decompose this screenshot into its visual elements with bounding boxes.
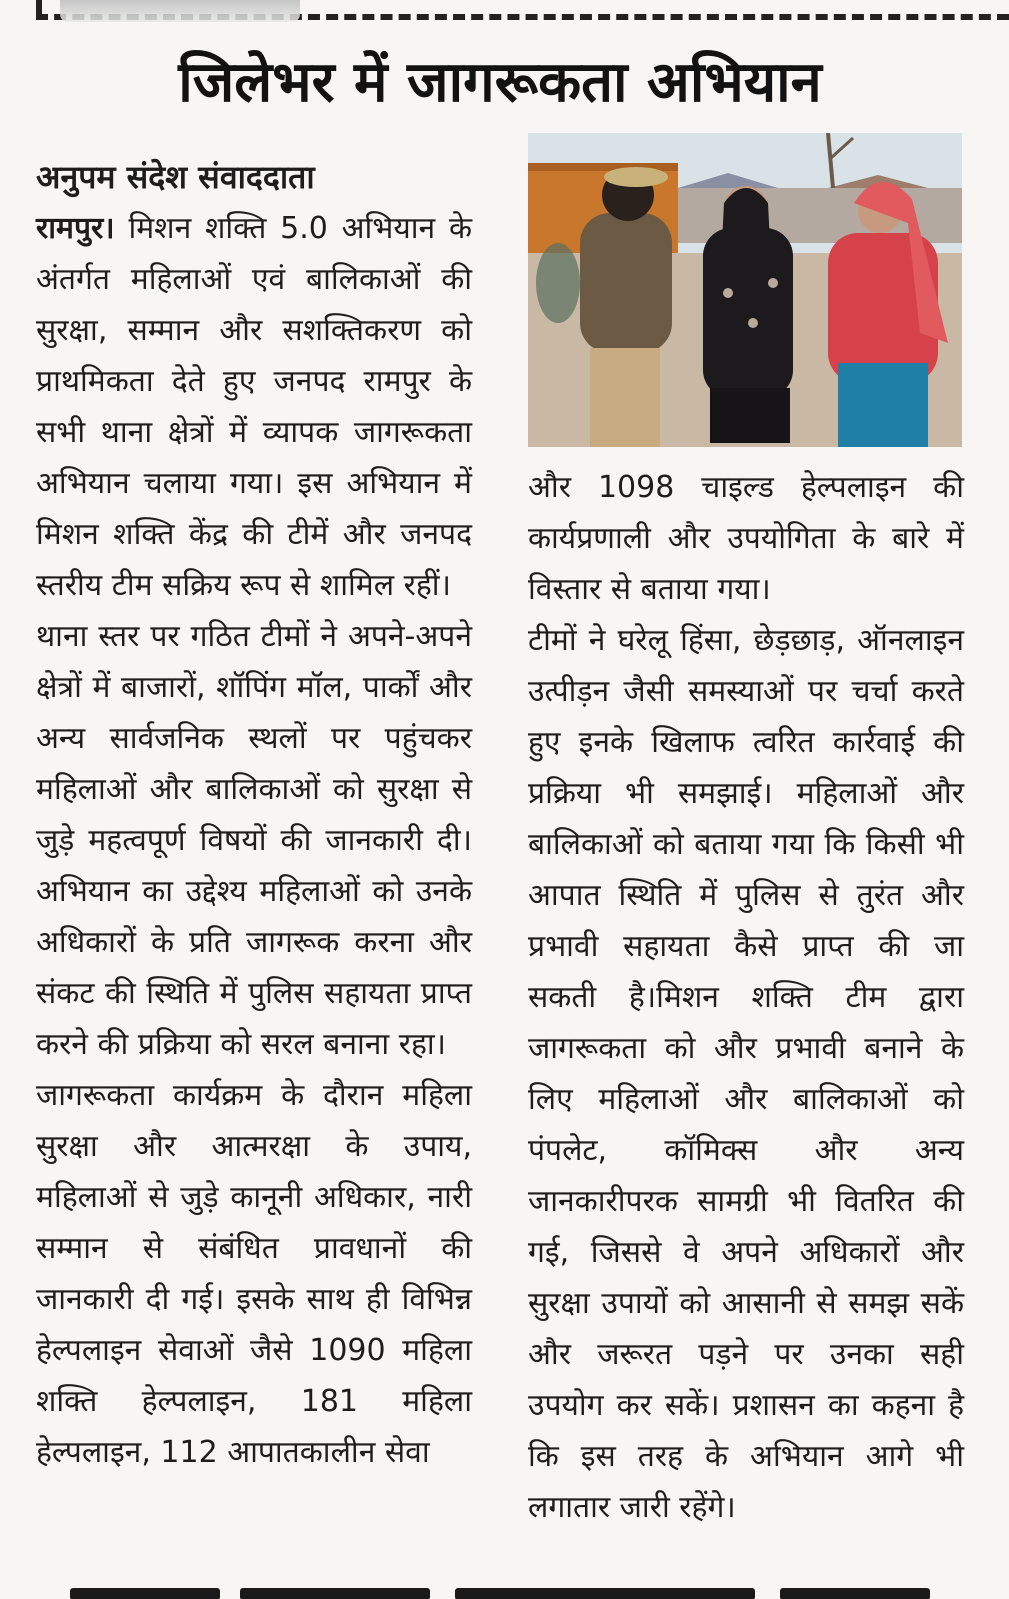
article-paragraph: और 1098 चाइल्ड हेल्पलाइन की कार्यप्रणाली और उपयोगिता के बारे में विस्तार से बताया गया।	[528, 470, 964, 607]
article-paragraph	[36, 203, 472, 611]
photo-bg-person	[536, 243, 580, 323]
headline: जिलेभर में जागरूकता अभियान	[178, 50, 822, 115]
cropped-glyph-bar	[780, 1588, 930, 1599]
article-paragraph: जागरूकता कार्यक्रम के दौरान महिला सुरक्षा और आत्मरक्षा के उपाय, महिलाओं से जुड़े कानूनी अधिकार, नारी सम्मान से संबंधित प्रावधानों की जानकारी दी गई। इसके साथ ही विभिन्न हेल्पलाइन सेवाओं जैसे 1090 महिला शक्ति हेल्पलाइन, 181 महिला हेल्पलाइन, 112 आपातकालीन सेवा	[36, 1078, 472, 1470]
photo-officer-jacket	[580, 213, 672, 353]
photo-illustration	[528, 133, 962, 447]
clipping-edge-smudge	[60, 0, 300, 22]
cropped-glyph-bar	[240, 1588, 430, 1599]
photo-woman-skirt	[838, 363, 928, 447]
photo-girl-embroidery	[768, 278, 778, 288]
left-column	[36, 152, 472, 1478]
photo-girl-trousers	[710, 388, 790, 443]
next-headline-cropped	[60, 1578, 940, 1599]
paragraph-text: मिशन शक्ति 5.0 अभियान के अंतर्गत महिलाओं एवं बालिकाओं की सुरक्षा, सम्मान और सशक्तिकरण को प्राथमिकता देते हुए जनपद रामपुर के सभी थाना क्षेत्रों में व्यापक जागरूकता अभियान चलाया गया। इस अभियान में मिशन शक्ति केंद्र की टीमें और जनपद स्तरीय टीम सक्रिय रूप से शामिल रहीं।	[36, 211, 472, 603]
cropped-glyph-bar	[455, 1588, 755, 1599]
photo-girl-embroidery	[748, 318, 758, 328]
news-photo	[528, 133, 962, 447]
photo-girl-dress	[703, 228, 793, 398]
photo-officer-trousers	[590, 348, 660, 447]
photo-officer-cap	[604, 167, 668, 187]
dateline: रामपुर।	[36, 211, 115, 246]
article-paragraph: टीमों ने घरेलू हिंसा, छेड़छाड़, ऑनलाइन उत्पीड़न जैसी समस्याओं पर चर्चा करते हुए इनके खिलाफ त्वरित कार्रवाई की प्रक्रिया भी समझाई। महिलाओं और बालिकाओं को बताया गया कि किसी भी आपात स्थिति में पुलिस से तुरंत और प्रभावी सहायता कैसे प्राप्त की जा सकती है।मिशन शक्ति टीम द्वारा जागरूकता को और प्रभावी बनाने के लिए महिलाओं और बालिकाओं को पंपलेट, कॉमिक्स और अन्य जानकारीपरक सामग्री भी वितरित की गई, जिससे वे अपने अधिकारों और सुरक्षा उपायों को आसानी से समझ सकें और जरूरत पड़ने पर उनका सही उपयोग कर सकें। प्रशासन का कहना है कि इस तरह के अभियान आगे भी लगातार जारी रहेंगे।	[528, 623, 964, 1525]
cropped-glyph-bar	[70, 1588, 220, 1599]
article-paragraph: थाना स्तर पर गठित टीमों ने अपने-अपने क्षेत्रों में बाजारों, शॉपिंग मॉल, पार्कों और अन्य सार्वजनिक स्थलों पर पहुंचकर महिलाओं और बालिकाओं को सुरक्षा से जुड़े महत्वपूर्ण विषयों की जानकारी दी। अभियान का उद्देश्य महिलाओं को उनके अधिकारों के प्रति जागरूक करना और संकट की स्थिति में पुलिस सहायता प्राप्त करने की प्रक्रिया को सरल बनाना रहा।	[36, 619, 472, 1062]
right-column	[528, 462, 964, 1533]
photo-girl-embroidery	[723, 288, 733, 298]
byline: अनुपम संदेश संवाददाता	[36, 158, 315, 196]
